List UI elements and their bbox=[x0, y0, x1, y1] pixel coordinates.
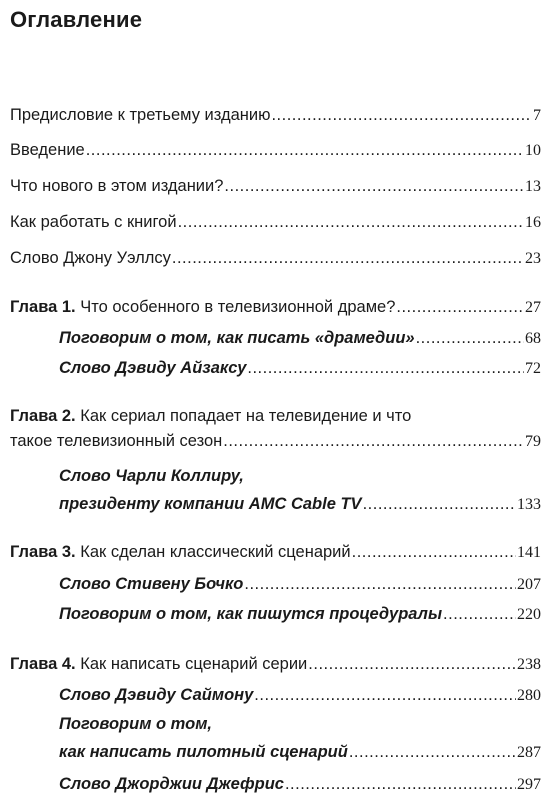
page-number: 287 bbox=[517, 744, 541, 761]
dot-leader bbox=[224, 176, 524, 196]
entry-text-line-1: Слово Чарли Коллиру, bbox=[59, 467, 244, 485]
page-number: 72 bbox=[525, 360, 541, 377]
entry-text: Как работать с книгой bbox=[10, 213, 177, 231]
entry-text: Поговорим о том, как пишутся процедуралы bbox=[59, 605, 443, 623]
toc-subentry-georgia-jeffries[interactable] bbox=[59, 774, 541, 795]
page-number: 141 bbox=[517, 544, 541, 561]
dot-leader bbox=[285, 774, 516, 794]
chapter-title-line-1: Как сериал попадает на телевидение и что bbox=[80, 407, 412, 425]
page-number: 280 bbox=[517, 687, 541, 704]
toc-subentry-procedurals[interactable] bbox=[59, 604, 541, 625]
page-number: 220 bbox=[517, 606, 541, 623]
dot-leader bbox=[178, 212, 524, 232]
dot-leader bbox=[223, 431, 524, 451]
entry-text: Поговорим о том, как писать «драмедии» bbox=[59, 329, 415, 347]
toc-title: Оглавление bbox=[10, 7, 143, 32]
page-number: 27 bbox=[525, 299, 541, 316]
chapter-label: Глава 2. bbox=[10, 407, 76, 425]
page-number: 23 bbox=[525, 250, 541, 267]
toc-subentry-pilot-script[interactable] bbox=[59, 714, 541, 763]
page-number: 238 bbox=[517, 656, 541, 673]
dot-leader bbox=[86, 140, 524, 160]
toc-entry-preface[interactable] bbox=[10, 105, 541, 126]
toc-chapter-4[interactable] bbox=[10, 654, 541, 675]
toc-entry-introduction[interactable] bbox=[10, 140, 541, 161]
chapter-title: Как написать сценарий серии bbox=[80, 655, 308, 673]
toc-subentry-charlie-collier[interactable] bbox=[59, 466, 541, 515]
entry-text: Слово Дэвиду Саймону bbox=[59, 686, 254, 704]
entry-text: Слово Джону Уэллсу bbox=[10, 249, 171, 267]
dot-leader bbox=[308, 654, 516, 674]
toc-subentry-david-isaacs[interactable] bbox=[59, 358, 541, 379]
entry-text: Введение bbox=[10, 141, 85, 159]
toc-chapter-3[interactable] bbox=[10, 542, 541, 563]
chapter-title-line-2: такое телевизионный сезон bbox=[10, 432, 223, 450]
dot-leader bbox=[416, 328, 524, 348]
page-number: 79 bbox=[525, 433, 541, 450]
page-number: 13 bbox=[525, 178, 541, 195]
dot-leader bbox=[363, 494, 516, 514]
page-number: 10 bbox=[525, 142, 541, 159]
toc-subentry-dramedy[interactable] bbox=[59, 328, 541, 349]
dot-leader bbox=[254, 685, 516, 705]
dot-leader bbox=[172, 248, 524, 268]
entry-text: президенту компании AMC Cable TV bbox=[59, 495, 362, 513]
entry-text: как написать пилотный сценарий bbox=[59, 743, 348, 761]
dot-leader bbox=[443, 604, 516, 624]
page-number: 297 bbox=[517, 776, 541, 793]
toc-subentry-steven-bochco[interactable] bbox=[59, 574, 541, 595]
page-number: 207 bbox=[517, 576, 541, 593]
entry-text: Что нового в этом издании? bbox=[10, 177, 224, 195]
chapter-title: Что особенного в телевизионной драме? bbox=[80, 298, 396, 316]
page-number: 7 bbox=[533, 107, 541, 124]
dot-leader bbox=[247, 358, 524, 378]
chapter-label: Глава 4. bbox=[10, 655, 76, 673]
toc-entry-whats-new[interactable] bbox=[10, 176, 541, 197]
toc-entry-john-wells[interactable] bbox=[10, 248, 541, 269]
dot-leader bbox=[349, 742, 516, 762]
toc-subentry-david-simon[interactable] bbox=[59, 685, 541, 706]
dot-leader bbox=[396, 297, 524, 317]
chapter-title: Как сделан классический сценарий bbox=[80, 543, 351, 561]
entry-text: Слово Стивену Бочко bbox=[59, 575, 244, 593]
toc-chapter-1[interactable] bbox=[10, 297, 541, 318]
dot-leader bbox=[271, 105, 532, 125]
page-number: 16 bbox=[525, 214, 541, 231]
entry-text: Предисловие к третьему изданию bbox=[10, 106, 271, 124]
page-number: 133 bbox=[517, 496, 541, 513]
entry-text: Слово Джорджии Джефрис bbox=[59, 775, 284, 793]
entry-text: Слово Дэвиду Айзаксу bbox=[59, 359, 247, 377]
toc-chapter-2[interactable] bbox=[10, 406, 541, 452]
chapter-label: Глава 3. bbox=[10, 543, 76, 561]
toc-entry-how-to-use[interactable] bbox=[10, 212, 541, 233]
page-number: 68 bbox=[525, 330, 541, 347]
chapter-label: Глава 1. bbox=[10, 298, 76, 316]
dot-leader bbox=[352, 542, 516, 562]
entry-text-line-1: Поговорим о том, bbox=[59, 715, 212, 733]
dot-leader bbox=[244, 574, 516, 594]
